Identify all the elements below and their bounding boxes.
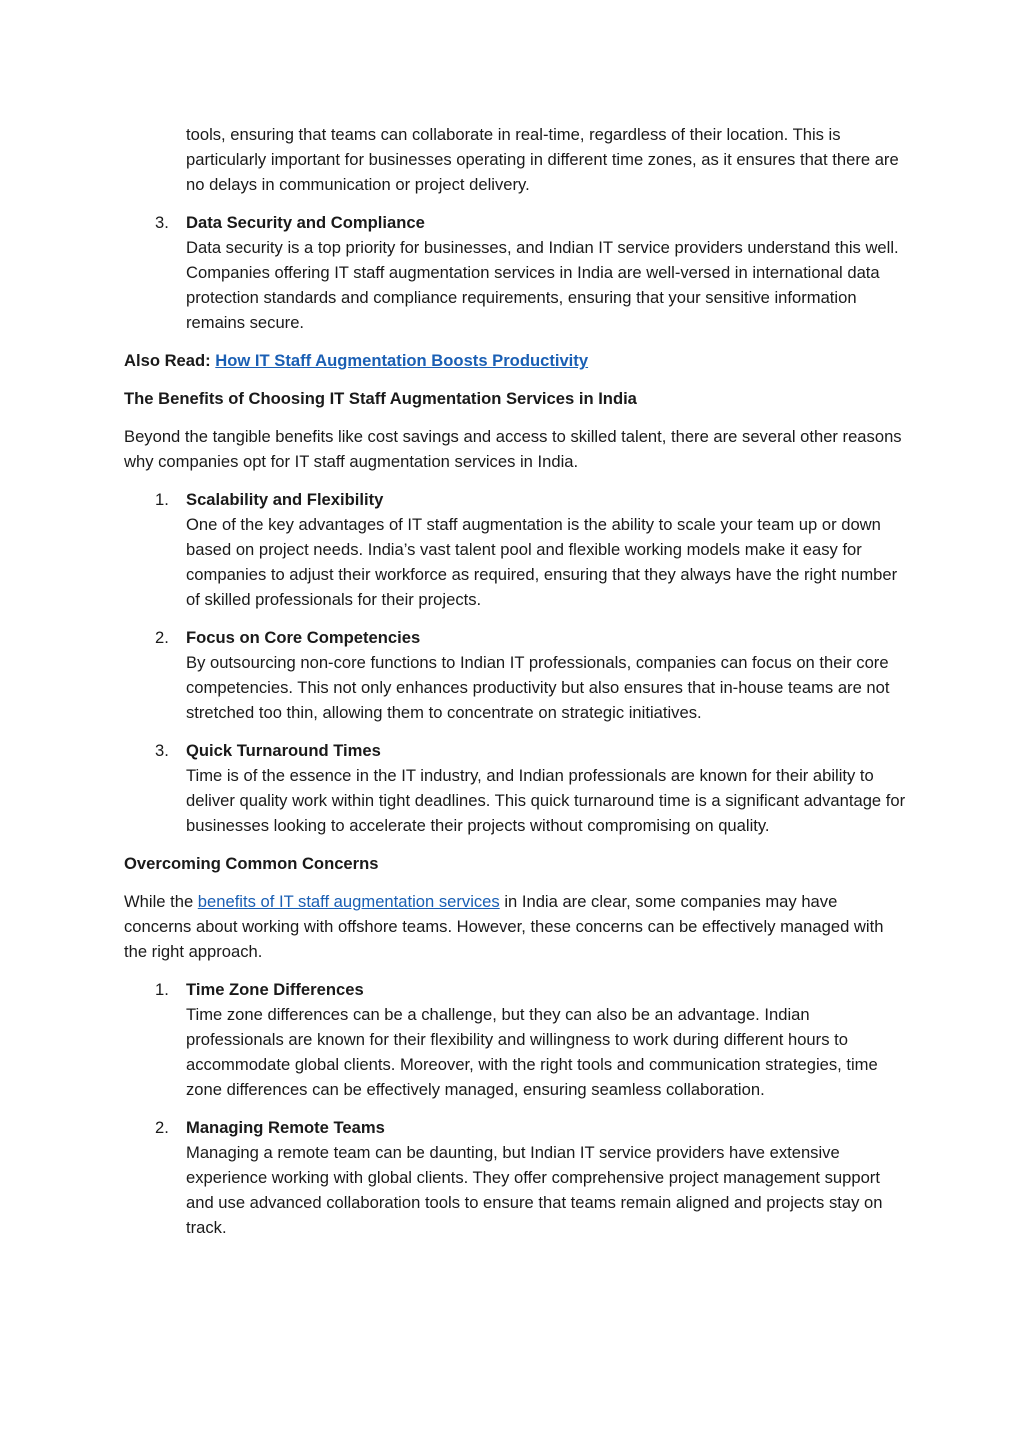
list-number: 1. [155,490,169,509]
intro-continuation: tools, ensuring that teams can collaborate in real-time, regardless of their location. This is particularly important for businesses operating in different time zones, as it ensures that there are no delays in communication or project delivery. [186,125,899,194]
concerns-list [124,977,908,1240]
list-item-body: Time zone differences can be a challenge, but they can also be an advantage. Indian professionals are known for their flexibility and willingness to work during different hours to accommodate global clients. Moreover, with the right tools and communication strategies, time zone differences can be effectively managed, ensuring seamless collaboration. [186,1005,878,1099]
also-read-label: Also Read: [124,351,211,370]
concerns-heading: Overcoming Common Concerns [124,854,379,873]
list-item-title: Scalability and Flexibility [186,490,384,509]
document-page [124,122,908,1253]
list-item-title: Data Security and Compliance [186,213,425,232]
benefits-link[interactable]: benefits of IT staff augmentation services [197,892,500,911]
list-item-body: Managing a remote team can be daunting, but Indian IT service providers have extensive experience working with global clients. They offer comprehensive project management support and use advanced collaboration tools to ensure that teams remain aligned and projects stay on track. [186,1143,883,1237]
benefits-list [124,487,908,838]
list-item-remote-teams [124,1115,908,1240]
concerns-intro [124,889,908,964]
benefits-intro: Beyond the tangible benefits like cost savings and access to skilled talent, there are several other reasons why companies opt for IT staff augmentation services in India. [124,427,902,471]
list-item-data-security [124,210,908,335]
list-number: 2. [155,628,169,647]
list-item-body: One of the key advantages of IT staff augmentation is the ability to scale your team up or down based on project needs. India’s vast talent pool and flexible working models make it easy for companies to adjust their workforce as required, ensuring that they always have the right number of skilled professionals for their projects. [186,515,898,609]
list-item-body: By outsourcing non-core functions to Indian IT professionals, companies can focus on their core competencies. This not only enhances productivity but also ensures that in-house teams are not stretched too thin, allowing them to concentrate on strategic initiatives. [186,653,890,722]
list-item-core-competencies [124,625,908,725]
list-item-title: Time Zone Differences [186,980,364,999]
benefits-heading: The Benefits of Choosing IT Staff Augmentation Services in India [124,389,637,408]
list-item-title: Quick Turnaround Times [186,741,381,760]
list-item-body: Time is of the essence in the IT industry, and Indian professionals are known for their ability to deliver quality work within tight deadlines. This quick turnaround time is a significant advantage for businesses looking to accelerate their projects without compromising on quality. [186,766,906,835]
list-item-title: Focus on Core Competencies [186,628,421,647]
list-number: 1. [155,980,169,999]
also-read-line [124,348,908,373]
concerns-intro-after: in India are clear, some companies may have concerns about working with offshore teams. However, these concerns can be effectively managed with the right approach. [124,892,884,961]
list-number: 2. [155,1118,169,1137]
list-item-time-zone [124,977,908,1102]
also-read-link[interactable]: How IT Staff Augmentation Boosts Productivity [215,351,589,370]
list-item-scalability [124,487,908,612]
list-number: 3. [155,213,169,232]
concerns-intro-before: While the [124,892,198,911]
list-item-title: Managing Remote Teams [186,1118,385,1137]
list-number: 3. [155,741,169,760]
list-item-body: Data security is a top priority for businesses, and Indian IT service providers understand this well. Companies offering IT staff augmentation services in India are well-versed in international data protection standards and compliance requirements, ensuring that your sensitive information remains secure. [186,238,899,332]
list-item-turnaround [124,738,908,838]
